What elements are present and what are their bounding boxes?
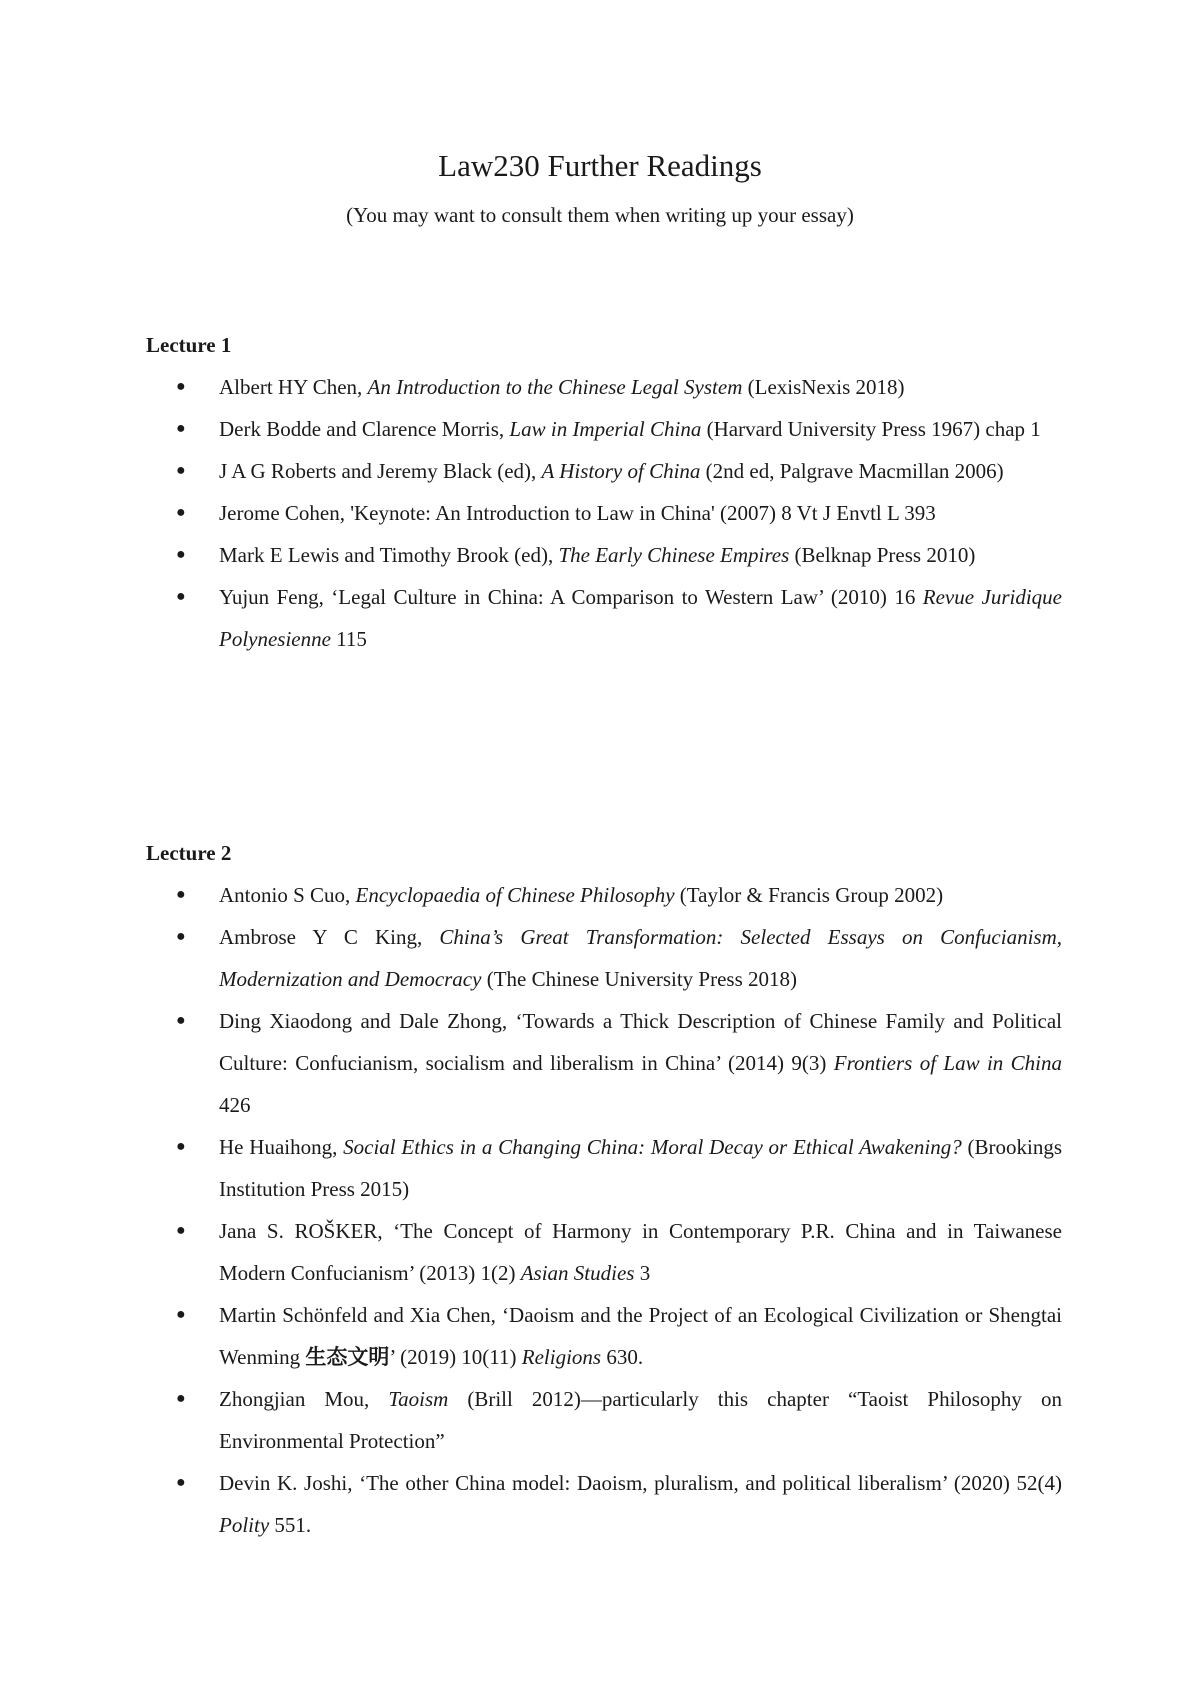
reading-item: ● Martin Schönfeld and Xia Chen, ‘Daoism and the Project of an Ecological Civilization or Shengtai Wenming 生态文明’ (2019) 10(11) Religions 630. (146, 1294, 1062, 1378)
bullet-icon: ● (176, 546, 186, 563)
reading-item: ● Antonio S Cuo, Encyclopaedia of Chinese Philosophy (Taylor & Francis Group 2002) (146, 874, 1062, 916)
bullet-icon: ● (176, 1474, 186, 1491)
reading-item: ● Devin K. Joshi, ‘The other China model: Daoism, pluralism, and political liberalism’ (2020) 52(4) Polity 551. (146, 1462, 1062, 1546)
reading-item: ● Albert HY Chen, An Introduction to the Chinese Legal System (LexisNexis 2018) (146, 366, 1062, 408)
bullet-icon: ● (176, 462, 186, 479)
reading-item: ● Jana S. ROŠKER, ‘The Concept of Harmony in Contemporary P.R. China and in Taiwanese Modern Confucianism’ (2013) 1(2) Asian Studies 3 (146, 1210, 1062, 1294)
reading-item: ● Yujun Feng, ‘Legal Culture in China: A Comparison to Western Law’ (2010) 16 Revue Juridique Polynesienne 115 (146, 576, 1062, 660)
reading-item: ● He Huaihong, Social Ethics in a Changing China: Moral Decay or Ethical Awakening? (Brookings Institution Press 2015) (146, 1126, 1062, 1210)
page-subtitle: (You may want to consult them when writing up your essay) (346, 203, 854, 227)
reading-item: ● Mark E Lewis and Timothy Brook (ed), The Early Chinese Empires (Belknap Press 2010) (146, 534, 1062, 576)
bullet-icon: ● (176, 886, 186, 903)
bullet-icon: ● (176, 1222, 186, 1239)
bullet-icon: ● (176, 1390, 186, 1407)
lecture-1-reading-list (146, 366, 1062, 660)
bullet-icon: ● (176, 420, 186, 437)
chinese-term: 生态文明 (305, 1345, 390, 1369)
reading-item: ● Zhongjian Mou, Taoism (Brill 2012)—particularly this chapter “Taoist Philosophy on Environmental Protection” (146, 1378, 1062, 1462)
reading-item: ● J A G Roberts and Jeremy Black (ed), A History of China (2nd ed, Palgrave Macmillan 2006) (146, 450, 1062, 492)
page-title: Law230 Further Readings (438, 148, 762, 183)
bullet-icon: ● (176, 588, 186, 605)
bullet-icon: ● (176, 1138, 186, 1155)
reading-item: ● Ambrose Y C King, China’s Great Transformation: Selected Essays on Confucianism, Modernization and Democracy (The Chinese University Press 2018) (146, 916, 1062, 1000)
reading-item: ● Jerome Cohen, 'Keynote: An Introduction to Law in China' (2007) 8 Vt J Envtl L 393 (146, 492, 1062, 534)
bullet-icon: ● (176, 1306, 186, 1323)
lecture-2-heading: Lecture 2 (146, 841, 232, 865)
bullet-icon: ● (176, 504, 186, 521)
lecture-2-reading-list (146, 874, 1062, 1546)
bullet-icon: ● (176, 1012, 186, 1029)
reading-item: ● Derk Bodde and Clarence Morris, Law in Imperial China (Harvard University Press 1967) chap 1 (146, 408, 1062, 450)
bullet-icon: ● (176, 378, 186, 395)
lecture-2-section (146, 832, 1062, 1546)
bullet-icon: ● (176, 928, 186, 945)
reading-item: ● Ding Xiaodong and Dale Zhong, ‘Towards a Thick Description of Chinese Family and Political Culture: Confucianism, socialism and liberalism in China’ (2014) 9(3) Frontiers of Law in China 426 (146, 1000, 1062, 1126)
lecture-1-section (146, 324, 1062, 660)
lecture-1-heading: Lecture 1 (146, 333, 232, 357)
